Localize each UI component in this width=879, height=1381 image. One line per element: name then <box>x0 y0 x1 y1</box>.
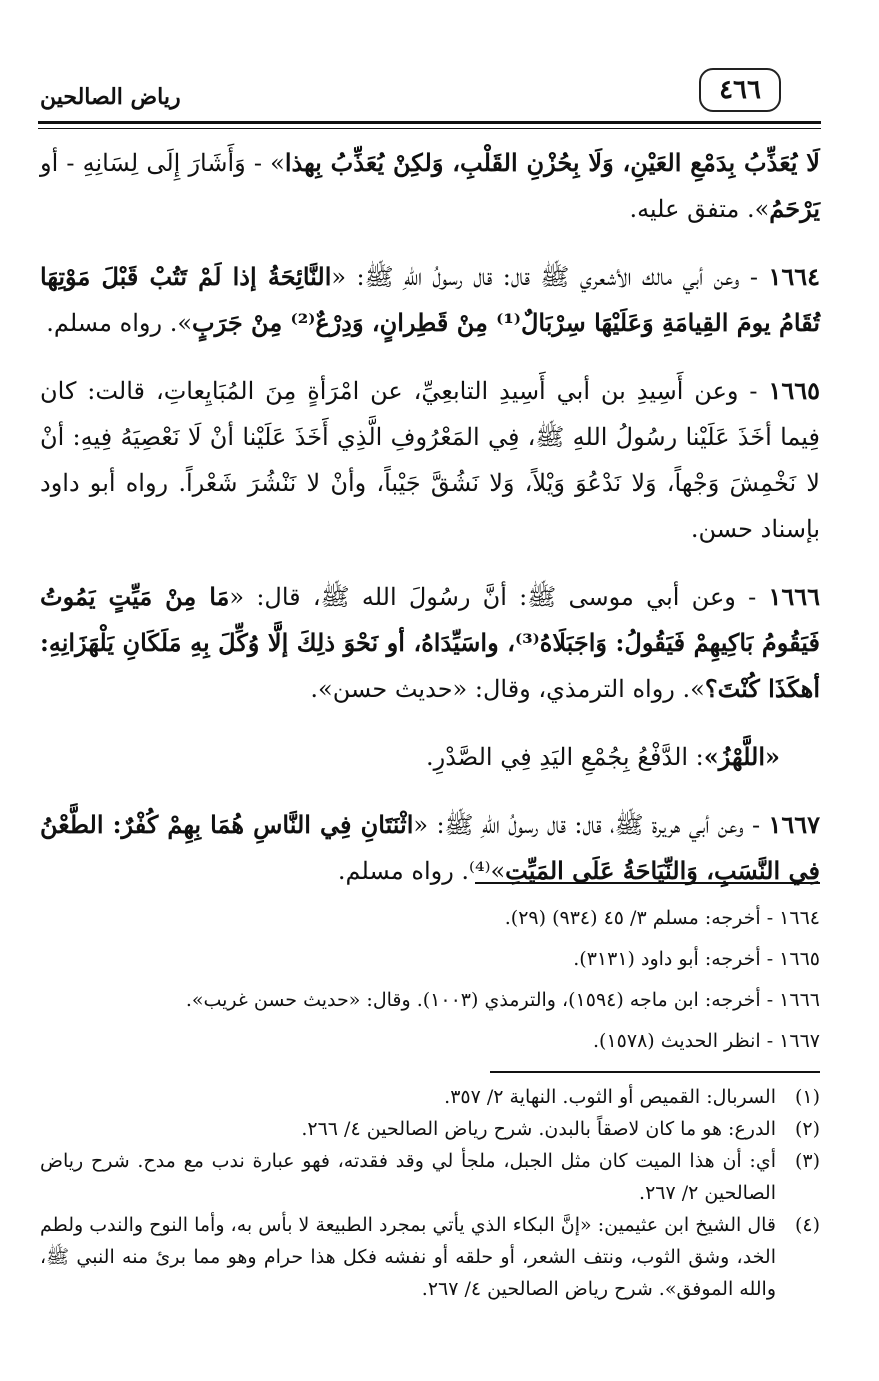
narration-text: - وعن أبي مالك الأشعري ﷺ قال: قال رسولُ اللهِ ﷺ: « <box>331 263 769 291</box>
hadith-quote: يَرْحَمُ <box>769 194 820 223</box>
reference-line: ١٦٦٥ - أخرجه: أبو داود (٣١٣١). <box>573 948 820 970</box>
footnote-number: (٤) <box>794 1214 820 1236</box>
hadith-1666 <box>40 574 820 712</box>
hadith-number: ١٦٦٥ <box>768 376 820 405</box>
hadith-quote: النَّائِحَةُ إذا لَمْ تَتُبْ قَبْلَ مَوْتِهَا تُقَامُ يومَ القِيامَةِ وَعَلَيْهَا سِرْبَالٌ⁽¹⁾ مِنْ قَطِرانٍ، وَدِرْعٌ⁽²⁾ مِنْ جَرَبٍ <box>40 262 820 337</box>
footnote-text: قال الشيخ ابن عثيمين: «إنَّ البكاء الذي يأتي بمجرد الطبيعة لا بأس به، وأما النوح والندب ولطم الخد، وشق الثوب، ونتف الشعر، أو حلقه أو نفشه فكل هذا حرام وهو مما برئ منه النبي ﷺ، والله الموفق». شرح رياض الصالحين ٤/ ٢٦٧. <box>40 1214 776 1300</box>
footnote-number: (١) <box>794 1086 820 1108</box>
word-explanation <box>40 734 820 780</box>
hadith-number: ١٦٦٦ <box>768 582 821 611</box>
reference-line: ١٦٦٦ - أخرجه: ابن ماجه (١٥٩٤)، والترمذي (١٠٠٣). وقال: «حديث حسن غريب». <box>185 989 820 1011</box>
footnote-text: السربال: القميص أو الثوب. النهاية ٢/ ٣٥٧. <box>444 1086 776 1108</box>
page-number: ٤٦٦ <box>699 68 781 112</box>
footnotes-divider <box>490 1071 820 1073</box>
narration-text: ». رواه الترمذي، وقال: «حديث حسن». <box>310 675 705 703</box>
footnote-text: أي: أن هذا الميت كان مثل الجبل، ملجأ لي وقد فقدته، فهو عبارة ندب مع مدح. شرح رياض الصالحين ٢/ ٢٦٧. <box>40 1150 776 1204</box>
narration-text: - وعن أَسِيدِ بن أبي أَسِيدِ التابعِيِّ، عن امْرَأةٍ مِنَ المُبَايِعاتِ، قالت: كان فِيما أخَذَ عَلَيْنا رسُولُ اللهِ ﷺ، فِي المَعْرُوفِ الَّذِي أَخَذَ عَلَيْنا أنْ لَا نَعْصِيَهُ فِيهِ: أنْ لا نَخْمِشَ وَجْهاً، وَلا نَدْعُوَ وَيْلاً، وَلا نَشُقَّ جَيْباً، وأنْ لا نَنْشُرَ شَعْراً. رواه أبو داود بإسناد حسن. <box>40 377 820 543</box>
main-text <box>40 140 820 916</box>
page-header <box>38 66 821 124</box>
narration-text: ». متفق عليه. <box>629 195 770 223</box>
footnotes <box>40 1081 820 1305</box>
takhrij-references <box>40 898 820 1062</box>
reference-line: ١٦٦٧ - انظر الحديث (١٥٧٨). <box>593 1030 820 1052</box>
reference-line: ١٦٦٤ - أخرجه: مسلم ٣/ ٤٥ (٩٣٤) (٢٩). <box>504 907 820 929</box>
hadith-1664 <box>40 254 820 346</box>
footnote <box>40 1081 820 1113</box>
hadith-number: ١٦٦٧ <box>768 810 821 839</box>
hadith-1665 <box>40 368 820 552</box>
footnote-text: الدرع: هو ما كان لاصقاً بالبدن. شرح رياض الصالحين ٤/ ٢٦٦. <box>301 1118 776 1140</box>
narration-text: - وعن أبي هريرة ﷺ، قال: قال رسولُ اللهِ ﷺ: « <box>413 811 769 839</box>
narration-text: ». رواه مسلم. <box>46 309 193 337</box>
footnote <box>40 1209 820 1305</box>
hadith-1667 <box>40 802 820 894</box>
narration-text: - وعن أبي موسى ﷺ: أنَّ رسُولَ الله ﷺ، قال: « <box>229 583 769 611</box>
hadith-quote: اثْنَتَانِ فِي النَّاسِ هُمَا بِهِمْ كُفْرٌ: الطَّعْنُ فِي النَّسَبِ، وَالنِّيَاحَةُ عَلَى المَيِّتِ <box>40 810 820 885</box>
hadith-number: ١٦٦٤ <box>768 262 820 291</box>
hadith-quote: لَا يُعَذِّبُ بِدَمْعِ العَيْنِ، وَلَا بِحُزْنِ القَلْبِ، وَلكِنْ يُعَذِّبُ بِهذا <box>284 148 820 177</box>
paragraph-continuation <box>40 140 820 232</box>
header-rule-thin <box>38 128 821 129</box>
narration-text: » - وَأَشَارَ إِلَى لِسَانِهِ - أو <box>40 149 285 177</box>
definition-text: : الدَّفْعُ بِجُمْعِ اليَدِ فِي الصَّدْرِ. <box>425 743 704 771</box>
footnote <box>40 1113 820 1145</box>
running-title: رياض الصالحين <box>40 84 181 110</box>
footnote <box>40 1145 820 1209</box>
defined-term: «اللَّهْزُ» <box>703 742 780 771</box>
footnote-number: (٣) <box>794 1150 820 1172</box>
narration-text: »⁽⁴⁾. رواه مسلم. <box>337 857 506 885</box>
hadith-quote: مَا مِنْ مَيِّتٍ يَمُوتُ فَيَقُومُ بَاكِيهِمْ فَيَقُولُ: وَاجَبَلَاهُ⁽³⁾، واسَيِّدَاهُ، أو نَحْوَ ذلِكَ إلَّا وُكِّلَ بِهِ مَلَكَانِ يَلْهَزَانِهِ: أهكَذَا كُنْتَ؟ <box>40 582 821 703</box>
header-rule <box>38 121 821 124</box>
footnote-number: (٢) <box>794 1118 820 1140</box>
references-divider <box>475 882 820 884</box>
